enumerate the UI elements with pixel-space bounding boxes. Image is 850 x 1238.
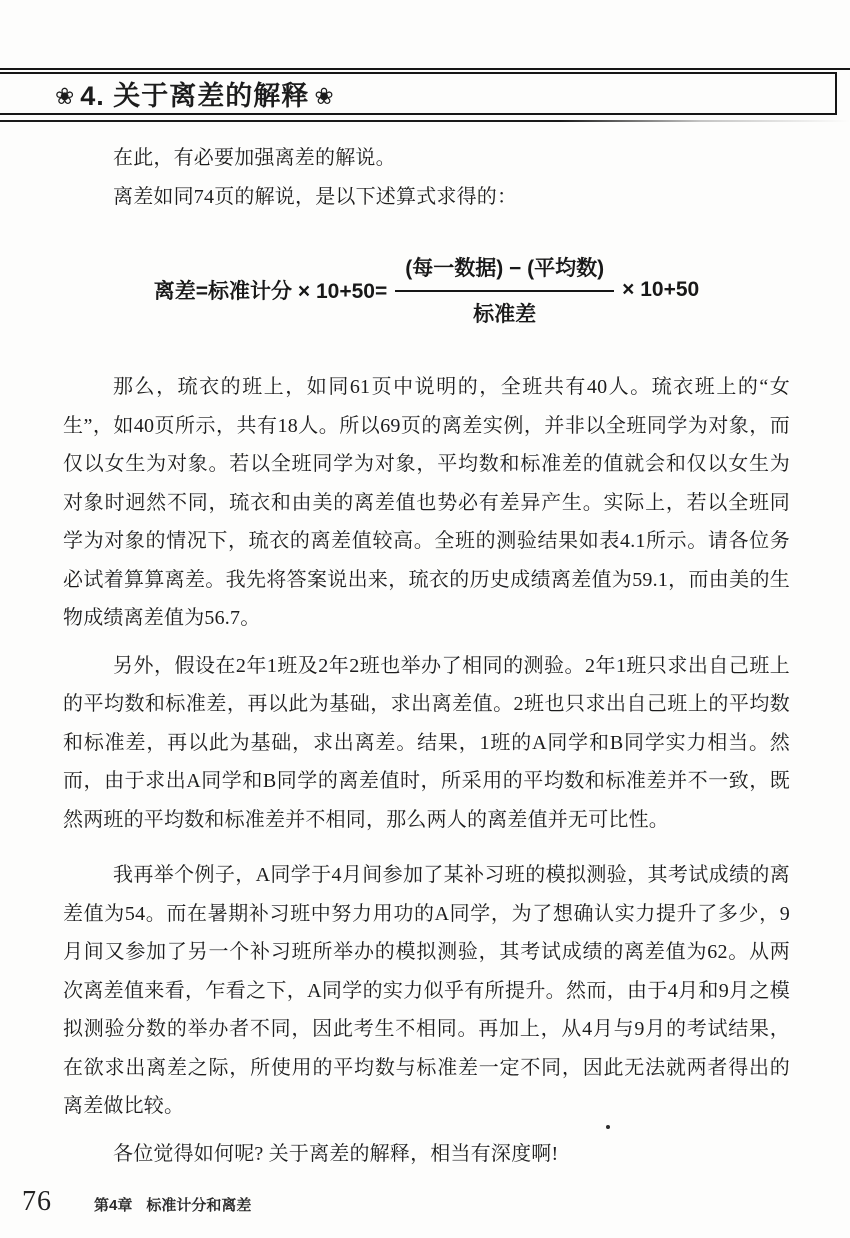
paragraph-closing: 各位觉得如何呢? 关于离差的解释，相当有深度啊! [113,1142,559,1165]
paragraph-two-classes: 另外，假设在2年1班及2年2班也举办了相同的测验。2年1班只求出自己班上的平均数和标准差，再以此为基础，求出离差值。2班也只求出自己班上的平均数和标准差，再以此为基础，求出离差。结果，1班的A同学和B同学实力相当。然而，由于求出A同学和B同学的离差值时，所采用的平均数和标准差并不一致，既然两班的平均数和标准差并不相同，那么两人的离差值并无可比性。 [63,654,790,831]
formula-numerator: (每一数据) − (平均数) [395,252,614,292]
chapter-title: 标准计分和离差 [146,1197,252,1214]
header-bottom-rule [0,120,850,122]
formula-denominator: 标准差 [473,303,537,326]
section-title-text: 4. 关于离差的解释 [80,81,310,111]
formula-fraction [395,252,614,328]
formula-left: 离差=标准计分 × 10+50= [153,280,388,303]
scan-speck [606,1125,610,1129]
chapter-info [94,1194,251,1215]
chapter-label: 第4章 [94,1197,133,1214]
header-top-rule [0,68,850,70]
deviation-formula [63,252,790,328]
formula-right: × 10+50 [622,278,700,301]
page-title [50,74,340,113]
flower-icon: ❀ [314,84,335,110]
page-number: 76 [22,1186,52,1217]
paragraph-intro-2: 离差如同74页的解说，是以下述算式求得的： [113,185,518,208]
section-title-banner [0,72,837,115]
paragraph-class-example: 那么，琉衣的班上，如同61页中说明的，全班共有40人。琉衣班上的“女生”，如40页所示，共有18人。所以69页的离差实例，并非以全班同学为对象，而仅以女生为对象。若以全班同学为对象，平均数和标准差的值就会和仅以女生为对象时迥然不同，琉衣和由美的离差值也势必有差异产生。实际上，若以全班同学为对象的情况下，琉衣的离差值较高。全班的测验结果如表4.1所示。请各位务必试着算算离差。我先将答案说出来，琉衣的历史成绩离差值为59.1，而由美的生物成绩离差值为56.7。 [63,376,790,629]
paragraph-intro-1: 在此，有必要加强离差的解说。 [113,147,396,169]
flower-icon: ❀ [55,84,76,110]
paragraph-cram-school: 我再举个例子，A同学于4月间参加了某补习班的模拟测验，其考试成绩的离差值为54。而在暑期补习班中努力用功的A同学，为了想确认实力提升了多少，9月间又参加了另一个补习班所举办的模拟测验，其考试成绩的离差值为62。从两次离差值来看，乍看之下，A同学的实力似乎有所提升。然而，由于4月和9月之模拟测验分数的举办者不同，因此考生不相同。再加上，从4月与9月的考试结果，在欲求出离差之际，所使用的平均数与标准差一定不同，因此无法就两者得出的离差做比较。 [63,864,790,1117]
body-content [63,139,790,1173]
page-footer [22,1186,251,1218]
